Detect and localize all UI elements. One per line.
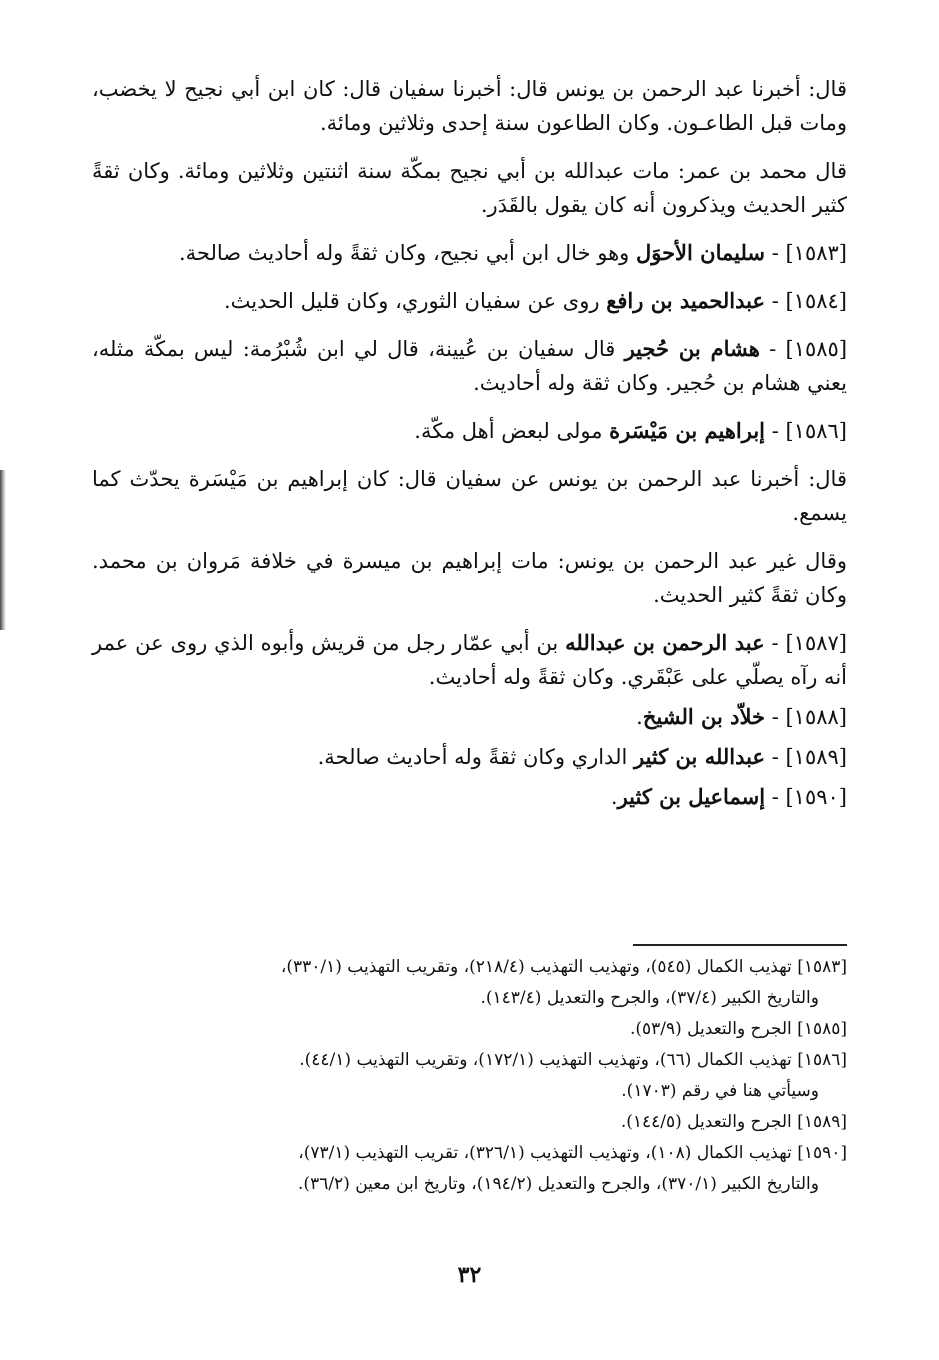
footnote-1589: [١٥٨٩] الجرح والتعديل (١٤٤/٥). bbox=[620, 1112, 847, 1132]
entry-1587: [١٥٨٧] - عبد الرحمن بن عبدالله بن أبي عمّار رجل من قريش وأبوه الذي روى عن عمر أنه رآه يصلّي على عَبْقَري. وكان ثقةً وله أحاديث. bbox=[92, 630, 847, 689]
footnotes bbox=[92, 952, 847, 1200]
entry-1585: [١٥٨٥] - هشام بن حُجير قال سفيان بن عُيينة، قال لي ابن شُبْرُمة: ليس بمكّة مثله، يعني هشام بن حُجير. وكان ثقة وله أحاديث. bbox=[92, 336, 848, 395]
entry-1589: [١٥٨٩] - عبدالله بن كثير الداري وكان ثقةً وله أحاديث صالحة. bbox=[317, 744, 847, 769]
footnote-1590: [١٥٩٠] تهذيب الكمال (١٠٨)، وتهذيب التهذيب (٣٢٦/١)، تقريب التهذيب (٧٣/١)، والتاريخ الكبير (٣٧٠/١)، والجرح والتعديل (١٩٤/٢)، وتاريخ ابن معين (٣٦/٢). bbox=[298, 1143, 847, 1194]
entry-1586: [١٥٨٦] - إبراهيم بن مَيْسَرة مولى لبعض أهل مكّة. bbox=[414, 418, 847, 443]
entry-name: خلاّد بن الشيخ bbox=[642, 704, 766, 729]
paragraph: قال: أخبرنا عبد الرحمن بن يونس قال: أخبرنا سفيان قال: كان ابن أبي نجيح لا يخضب، ومات قبل الطاعـون. وكان الطاعون سنة إحدى وثلاثين ومائة. bbox=[92, 77, 847, 135]
paragraph: قال محمد بن عمر: مات عبدالله بن أبي نجيح بمكّة سنة اثنتين وثلاثين ومائة. وكان ثقةً كثير الحديث ويذكرون أنه كان يقول بالقَدَر. bbox=[92, 159, 847, 217]
entry-name: عبد الرحمن بن عبدالله bbox=[565, 630, 765, 655]
footnote-separator bbox=[633, 944, 847, 946]
entry-name: هشام بن حُجير bbox=[624, 336, 760, 361]
paragraph: قال: أخبرنا عبد الرحمن بن يونس عن سفيان قال: كان إبراهيم بن مَيْسَرة يحدّث كما يسمع. bbox=[92, 467, 847, 525]
entry-1588: [١٥٨٨] - خلاّد بن الشيخ. bbox=[636, 704, 847, 729]
footnote-1585: [١٥٨٥] الجرح والتعديل (٥٣/٩). bbox=[629, 1019, 847, 1039]
footnote-1586: [١٥٨٦] تهذيب الكمال (٦٦)، وتهذيب التهذيب (١٧٢/١)، وتقريب التهذيب (٤٤/١). وسيأتي هنا في رقم (١٧٠٣). bbox=[299, 1050, 847, 1101]
paragraph: وقال غير عبد الرحمن بن يونس: مات إبراهيم بن ميسرة في خلافة مَروان بن محمد. وكان ثقةً كثير الحديث. bbox=[92, 549, 847, 607]
entry-name: إبراهيم بن مَيْسَرة bbox=[609, 418, 766, 443]
entry-name: عبدالله بن كثير bbox=[633, 744, 766, 769]
entry-name: سليمان الأحوَل bbox=[635, 240, 766, 265]
scan-edge-shadow bbox=[0, 470, 6, 630]
entry-1590: [١٥٩٠] - إسماعيل بن كثير. bbox=[610, 784, 847, 809]
page-number: ٣٢ bbox=[457, 1262, 482, 1288]
main-text bbox=[92, 72, 847, 814]
footnote-1583: [١٥٨٣] تهذيب الكمال (٥٤٥)، وتهذيب التهذيب (٢١٨/٤)، وتقريب التهذيب (٣٣٠/١)، والتاريخ الكبير (٣٧/٤)، والجرح والتعديل (١٤٣/٤). bbox=[280, 957, 847, 1008]
entry-name: عبدالحميد بن رافع bbox=[606, 288, 766, 313]
entry-name: إسماعيل بن كثير bbox=[617, 784, 766, 809]
entry-1583: [١٥٨٣] - سليمان الأحوَل وهو خال ابن أبي نجيح، وكان ثقةً وله أحاديث صالحة. bbox=[178, 240, 847, 265]
entry-1584: [١٥٨٤] - عبدالحميد بن رافع روى عن سفيان الثوري، وكان قليل الحديث. bbox=[223, 288, 847, 313]
